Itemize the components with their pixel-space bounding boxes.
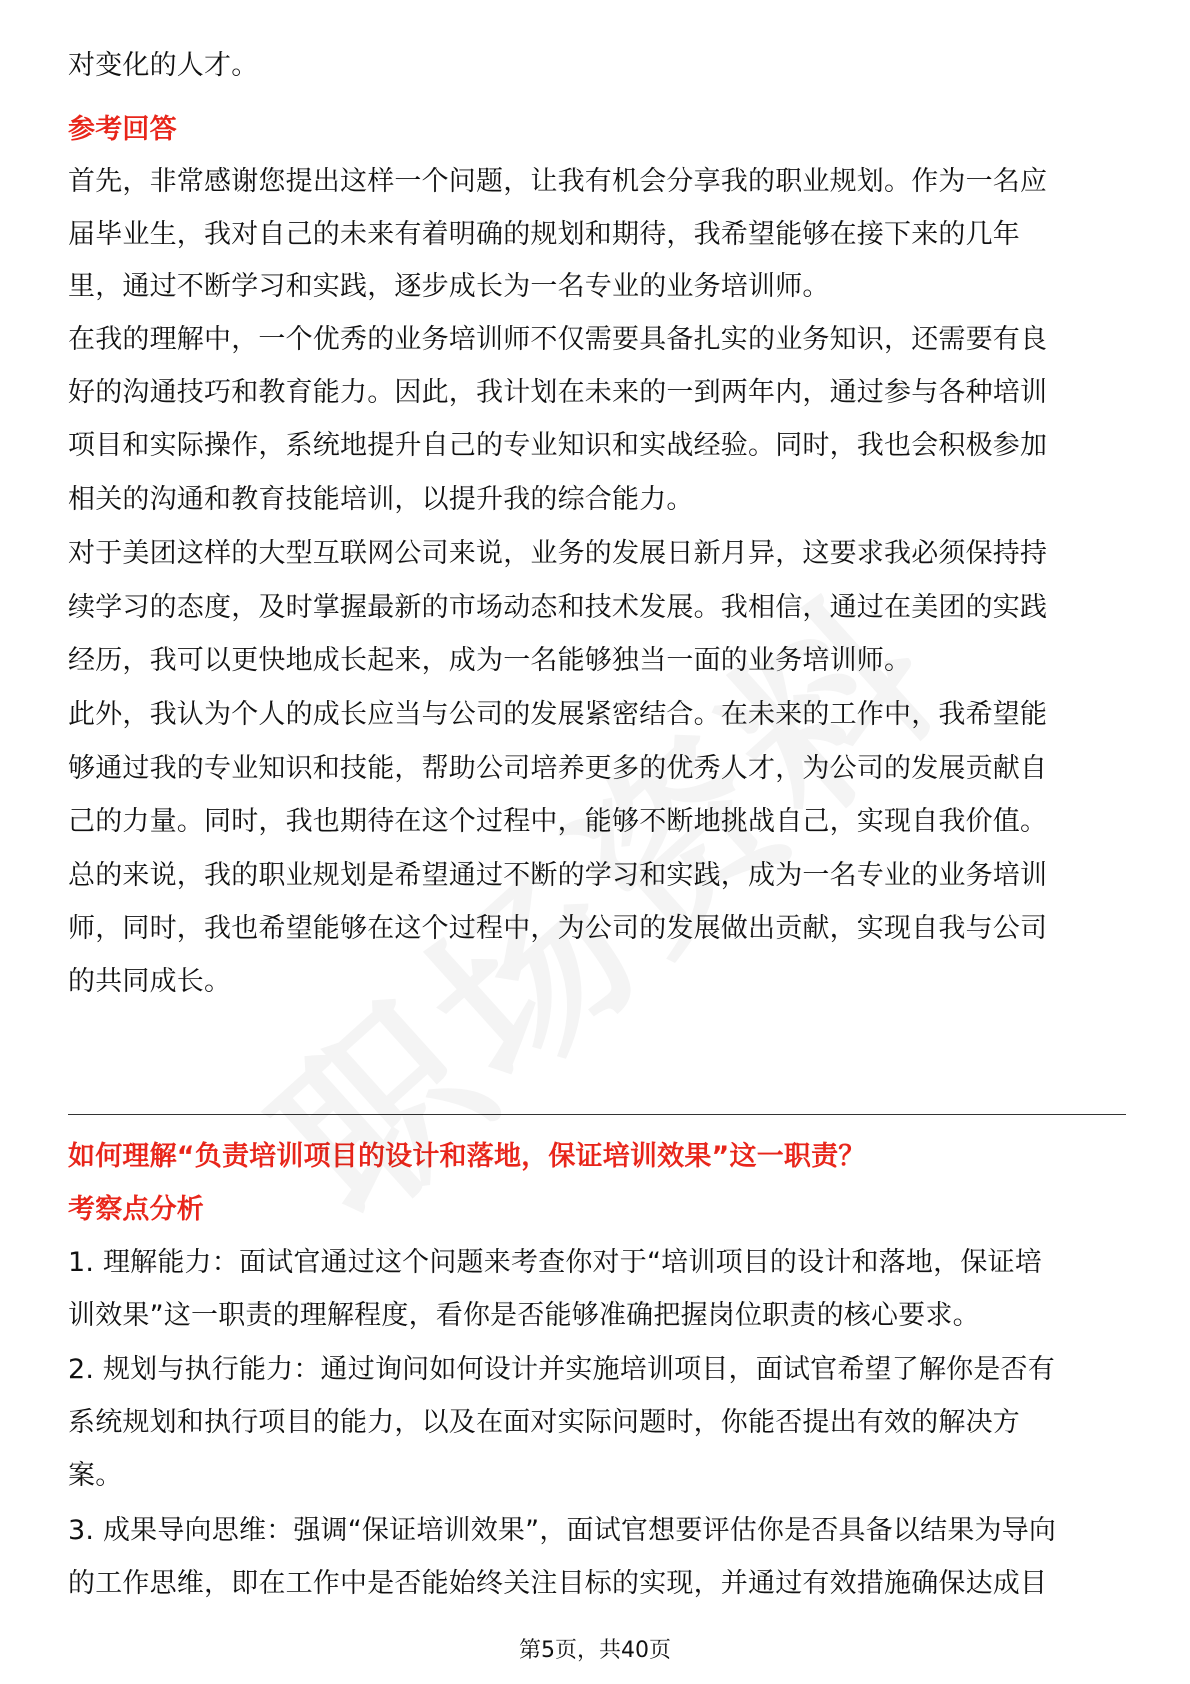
analysis-line: 的工作思维，即在工作中是否能始终关注目标的实现，并通过有效措施确保达成目 [68, 1568, 1048, 1599]
answer-line: 续学习的态度，及时掌握最新的市场动态和技术发展。我相信，通过在美团的实践 [68, 592, 1048, 623]
section-divider [68, 1114, 1126, 1115]
answer-line: 对于美团这样的大型互联网公司来说，业务的发展日新月异，这要求我必须保持持 [68, 538, 1048, 569]
analysis-heading: 考察点分析 [68, 1194, 204, 1225]
answer-line: 的共同成长。 [68, 966, 232, 997]
answer-line: 相关的沟通和教育技能培训，以提升我的综合能力。 [68, 484, 694, 515]
answer-heading: 参考回答 [68, 114, 177, 145]
analysis-line: 系统规划和执行项目的能力，以及在面对实际问题时，你能否提出有效的解决方 [68, 1407, 1020, 1438]
analysis-line: 案。 [68, 1460, 123, 1491]
answer-line: 在我的理解中，一个优秀的业务培训师不仅需要具备扎实的业务知识，还需要有良 [68, 324, 1048, 355]
analysis-line: 训效果”这一职责的理解程度，看你是否能够准确把握岗位职责的核心要求。 [68, 1300, 980, 1331]
answer-line: 好的沟通技巧和教育能力。因此，我计划在未来的一到两年内，通过参与各种培训 [68, 377, 1048, 408]
analysis-line: 2. 规划与执行能力：通过询问如何设计并实施培训项目，面试官希望了解你是否有 [68, 1354, 1055, 1385]
answer-line: 己的力量。同时，我也期待在这个过程中，能够不断地挑战自己，实现自我价值。 [68, 806, 1048, 837]
answer-line: 经历，我可以更快地成长起来，成为一名能够独当一面的业务培训师。 [68, 645, 912, 676]
answer-line: 项目和实际操作，系统地提升自己的专业知识和实战经验。同时，我也会积极参加 [68, 430, 1048, 461]
document-page [68, 0, 1128, 1684]
answer-line: 里，通过不断学习和实践，逐步成长为一名专业的业务培训师。 [68, 271, 830, 302]
answer-line: 届毕业生，我对自己的未来有着明确的规划和期待，我希望能够在接下来的几年 [68, 219, 1020, 250]
answer-line: 师，同时，我也希望能够在这个过程中，为公司的发展做出贡献，实现自我与公司 [68, 913, 1048, 944]
answer-line: 够通过我的专业知识和技能，帮助公司培养更多的优秀人才，为公司的发展贡献自 [68, 753, 1048, 784]
body-text-line: 对变化的人才。 [68, 50, 259, 81]
answer-line: 此外，我认为个人的成长应当与公司的发展紧密结合。在未来的工作中，我希望能 [68, 699, 1048, 730]
page-number-footer: 第5页，共40页 [519, 1638, 671, 1663]
analysis-line: 1. 理解能力：面试官通过这个问题来考查你对于“培训项目的设计和落地，保证培 [68, 1247, 1042, 1278]
answer-line: 首先，非常感谢您提出这样一个问题，让我有机会分享我的职业规划。作为一名应 [68, 166, 1048, 197]
analysis-line: 3. 成果导向思维：强调“保证培训效果”，面试官想要评估你是否具备以结果为导向 [68, 1515, 1057, 1546]
answer-line: 总的来说，我的职业规划是希望通过不断的学习和实践，成为一名专业的业务培训 [68, 860, 1048, 891]
question-title: 如何理解“负责培训项目的设计和落地，保证培训效果”这一职责？ [68, 1141, 866, 1172]
